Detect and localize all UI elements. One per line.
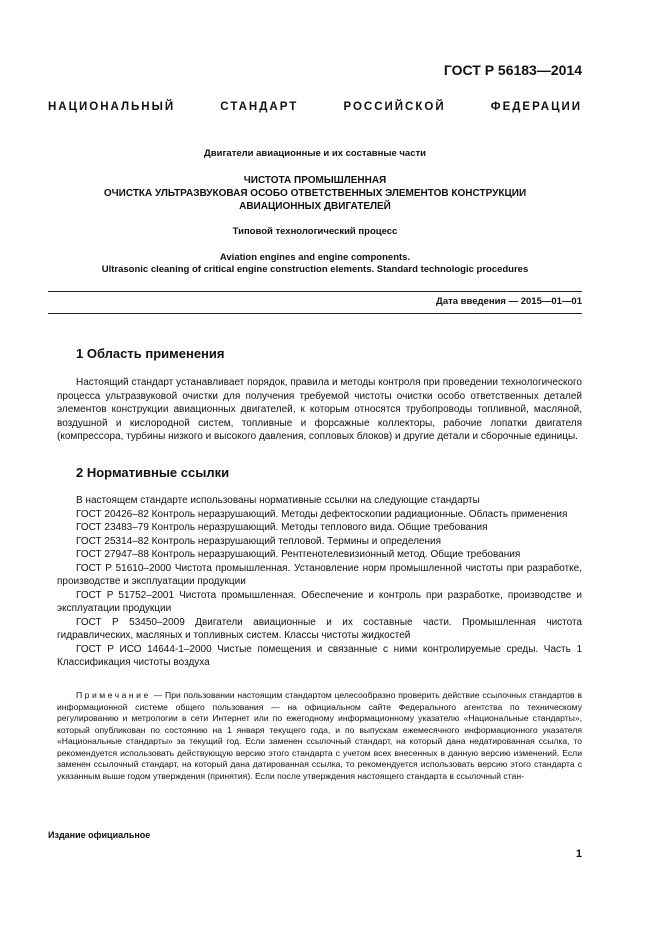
- english-title-line: Ultrasonic cleaning of critical engine construction elements. Standard technologic procedures: [101, 264, 529, 275]
- section-heading-scope: 1 Область применения: [76, 346, 225, 361]
- reference-item: ГОСТ Р 51752–2001 Чистота промышленная. Обеспечение и контроль при разработке, производстве и эксплуатации продукции: [57, 589, 582, 614]
- note-text: — При пользовании настоящим стандартом целесообразно проверить действие ссылочных стандартов в информационной системе общего пользования — на официальном сайте Федерального агентства по техническому регулированию и метрологии в сети Интернет или по ежегодному информационному указателю «Национальные стандарты», который опубликован по состоянию на 1 января текущего года, и по выпускам ежемесячного информационного указателя «Национальные стандарты» за текущий год. Если заменен ссылочный стандарт, на который дана недатированная ссылка, то рекомендуется использовать действующую версию этого стандарта с учетом всех внесенных в данную версию изменений. Если заменен ссылочный стандарт, на который дана датированная ссылка, то рекомендуется использовать версию этого стандарта с указанным выше годом утверждения (принятия). Если после утверждения настоящего стандарта в ссылочный стан-: [57, 690, 582, 781]
- reference-item: ГОСТ Р 53450–2009 Двигатели авиационные и их составные части. Промышленная чистота гидравлических, масляных и топливных систем. Классы чистоты жидкостей: [57, 616, 582, 641]
- reference-item: ГОСТ 23483–79 Контроль неразрушающий. Методы теплового вида. Общие требования: [76, 522, 488, 533]
- title-line: АВИАЦИОННЫХ ДВИГАТЕЛЕЙ: [239, 201, 391, 212]
- references-list: [57, 494, 582, 670]
- reference-item: ГОСТ 20426–82 Контроль неразрушающий. Методы дефектоскопии радиационные. Область применения: [76, 508, 568, 520]
- scope-paragraph: Настоящий стандарт устанавливает порядок, правила и методы контроля при проведении технологического процесса ультразвуковой очистки для получения требуемой чистоты очистки особо ответственных деталей элементов конструкции авиационных двигателей, к которым относятся трубопроводы топливной, масляной, воздушной и кислородной систем, топливные и форсажные коллекторы, рабочие лопатки двигателя (компрессора, турбины низкого и высокого давления, сопловых блоков) и другие детали и сборочные единицы.: [57, 377, 582, 442]
- reference-item: ГОСТ Р 51610–2000 Чистота промышленная. Установление норм промышленной чистоты при разработке, производстве и эксплуатации продукции: [57, 562, 582, 587]
- gost-code: ГОСТ Р 56183—2014: [443, 62, 582, 78]
- reference-item: ГОСТ Р ИСО 14644-1–2000 Чистые помещения и связанные с ними контролируемые среды. Часть 1 Классификация чистоты воздуха: [57, 643, 582, 668]
- note-label: Примечание: [76, 690, 151, 700]
- document-subject: Двигатели авиационные и их составные части: [204, 148, 426, 159]
- english-title-line: Aviation engines and engine components.: [219, 252, 411, 263]
- introduction-date: Дата введения — 2015—01—01: [436, 296, 582, 307]
- reference-item: ГОСТ 25314–82 Контроль неразрушающий тепловой. Термины и определения: [76, 535, 441, 547]
- document-title: [48, 174, 582, 213]
- national-standard-banner: НАЦИОНАЛЬНЫЙ СТАНДАРТ РОССИЙСКОЙ ФЕДЕРАЦИИ: [48, 101, 582, 113]
- page-number: 1: [575, 848, 582, 860]
- document-subtitle: Типовой технологический процесс: [232, 226, 398, 237]
- divider-top: [48, 291, 582, 292]
- edition-label: Издание официальное: [48, 830, 151, 840]
- references-intro: В настоящем стандарте использованы нормативные ссылки на следующие стандарты: [76, 495, 480, 506]
- section-heading-references: 2 Нормативные ссылки: [76, 465, 230, 480]
- reference-item: ГОСТ 27947–88 Контроль неразрушающий. Рентгенотелевизионный метод. Общие требования: [76, 549, 521, 560]
- divider-bottom: [48, 313, 582, 314]
- title-line: ОЧИСТКА УЛЬТРАЗВУКОВАЯ ОСОБО ОТВЕТСТВЕННЫХ ЭЛЕМЕНТОВ КОНСТРУКЦИИ: [103, 188, 527, 199]
- english-title: [48, 252, 582, 276]
- note-paragraph: [57, 690, 582, 782]
- title-line: ЧИСТОТА ПРОМЫШЛЕННАЯ: [243, 175, 387, 186]
